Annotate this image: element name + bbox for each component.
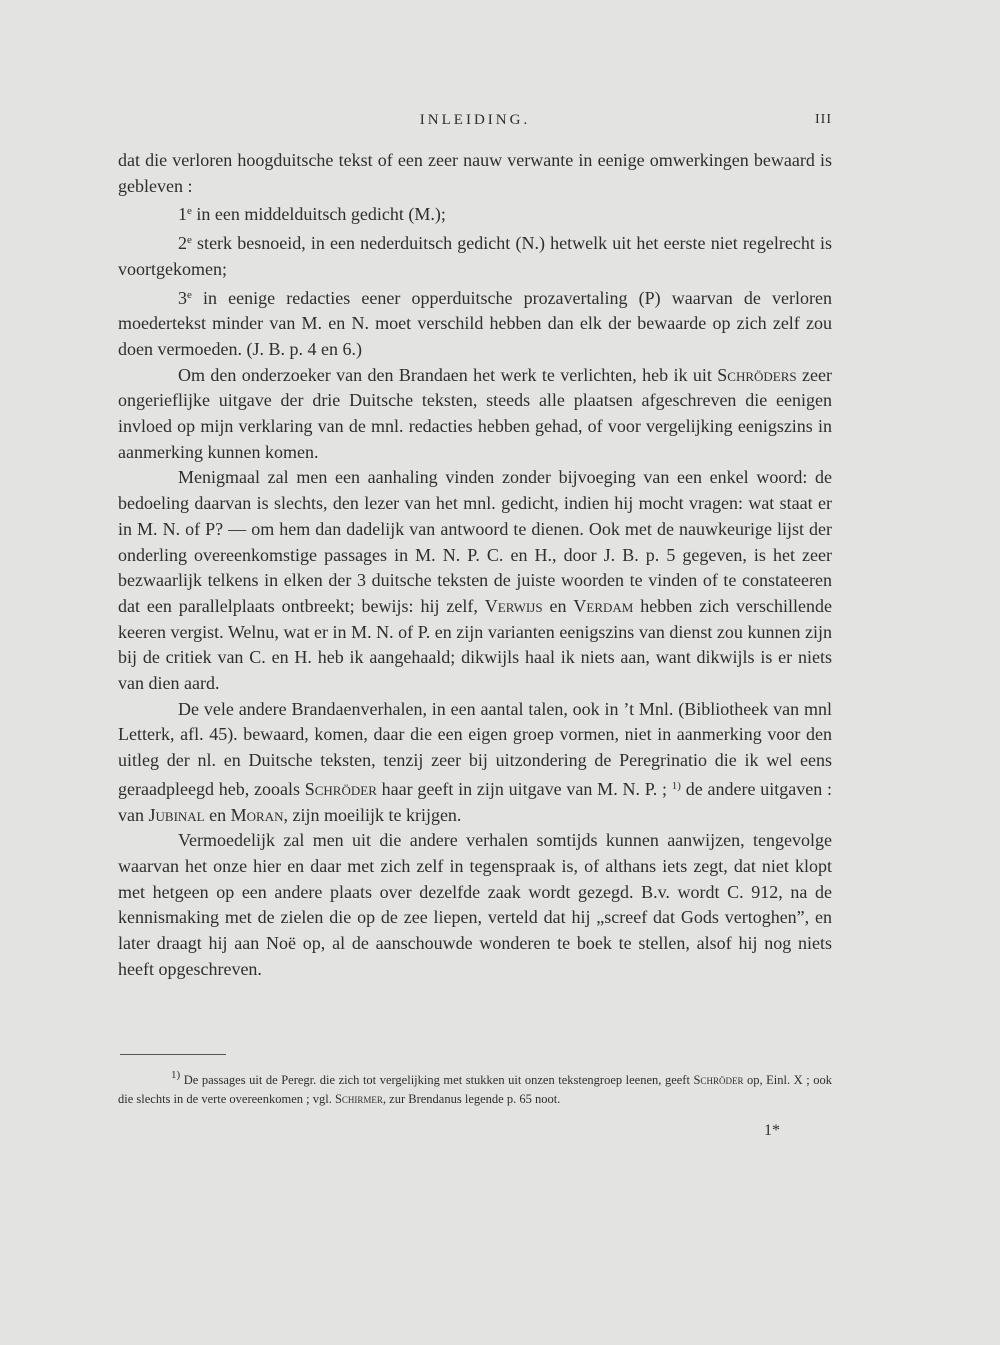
paragraph-3: Menigmaal zal men een aanhaling vinden zonder bijvoeging van een enkel woord: de bedoeling daarvan is slechts, den lezer van het mnl. gedicht, indien hij mocht vragen: wat staat er in M. N. of P? — om hem dan dadelijk van antwoord te dienen. Ook met de nauwkeurige lijst der onderling overeenkomstige passages in M. N. P. C. en H., door J. B. p. 5 gegeven, is het zeer bezwaarlijk telkens in elken der 3 duitsche teksten de juiste woorden te vinden of te constateeren dat een parallelplaats ontbreekt; bewijs: hij zelf, Verwijs en Verdam hebben zich verschillende keeren vergist. Welnu, wat er in M. N. of P. en zijn varianten eenigszins van dienst zou kunnen zijn bij de critiek van C. en H. heb ik aangehaald; dikwijls haal ik niets aan, want dikwijls is er niets van dien aard.: [118, 467, 832, 694]
footnote-marker: 1): [171, 1069, 181, 1081]
author-name: Schröders: [717, 364, 797, 385]
author-name: Schröder: [693, 1073, 744, 1087]
paragraph-2: Om den onderzoeker van den Brandaen het werk te verlichten, heb ik uit Schröders zeer ongerieflijke uitgave der drie Duitsche teksten, steeds alle plaatsen afgeschreven die eenigen invloed op mijn verklaring van de mnl. redacties hebben gehad, of voor vergelijking eenigszins in aanmerking kunnen komen.: [118, 364, 832, 462]
printer-signature: 1*: [764, 1122, 780, 1139]
chapter-title: INLEIDING.: [419, 112, 531, 128]
footnote-divider: [120, 1054, 226, 1055]
body-text: [118, 148, 832, 983]
author-name: Verwijs: [484, 595, 543, 616]
paragraph-4: De vele andere Brandaenverhalen, in een aantal talen, ook in ’t Mnl. (Bibliotheek van mnl Letterk, afl. 45). bewaard, komen, daar die een eigen groep vormen, niet in aanmerking voor den uitleg der nl. en Duitsche teksten, tenzij zeer bij uitzondering de Peregrinatio die ik wel eens geraadpleegd heb, zooals Schröder haar geeft in zijn uitgave van M. N. P. ; $^{1)}$ de andere uitgaven : van Jubinal en Moran, zijn moeilijk te krijgen.: [118, 698, 832, 825]
running-header: [118, 112, 832, 134]
footnote-reference: 1): [671, 779, 681, 792]
footnote: 1) De passages uit de Peregr. die zich tot vergelijking met stukken uit onzen tekstengroep leenen, geeft Schröder op, Einl. X ; ook die slechts in de verte overeenkomen ; vgl. Schirmer, zur Brendanus legende p. 65 noot.: [118, 1069, 832, 1106]
list-item-2: 2e sterk besnoeid, in een nederduitsch gedicht (N.) hetwelk uit het eerste niet regelrecht is voortgekomen;: [118, 233, 832, 279]
author-name: Schirmer: [334, 1092, 383, 1106]
paragraph-1: dat die verloren hoogduitsche tekst of een zeer nauw verwante in eenige omwerkingen bewaard is gebleven :: [118, 150, 832, 196]
list-item-3: 3e in eenige redacties eener opperduitsche prozavertaling (P) waarvan de verloren moedertekst minder van M. en N. moet verschild hebben dan elk der bewaarde op zich zelf zou doen vermoeden. (J. B. p. 4 en 6.): [118, 287, 832, 359]
list-item-1: 1e in een middelduitsch gedicht (M.);: [178, 204, 446, 225]
page-number: III: [815, 112, 832, 127]
author-name: Schröder: [304, 778, 377, 799]
author-name: Jubinal: [148, 804, 205, 825]
paragraph-5: Vermoedelijk zal men uit die andere verhalen somtijds kunnen aanwijzen, tengevolge waarvan het onze hier en daar met zich zelf in tegenspraak is, of althans iets zegt, dat niet klopt met hetgeen op een andere plaats over dezelfde zaak wordt gezegd. B.v. wordt C. 912, na de kennismaking met de zielen die op de zee liepen, verteld dat hij „screef dat Gods vertoghen”, en later draagt hij aan Noë op, al de aanschouwde wonderen te boek te stellen, alsof hij nog niets heeft opgeschreven.: [118, 830, 832, 979]
author-name: Moran: [230, 804, 284, 825]
author-name: Verdam: [573, 595, 634, 616]
